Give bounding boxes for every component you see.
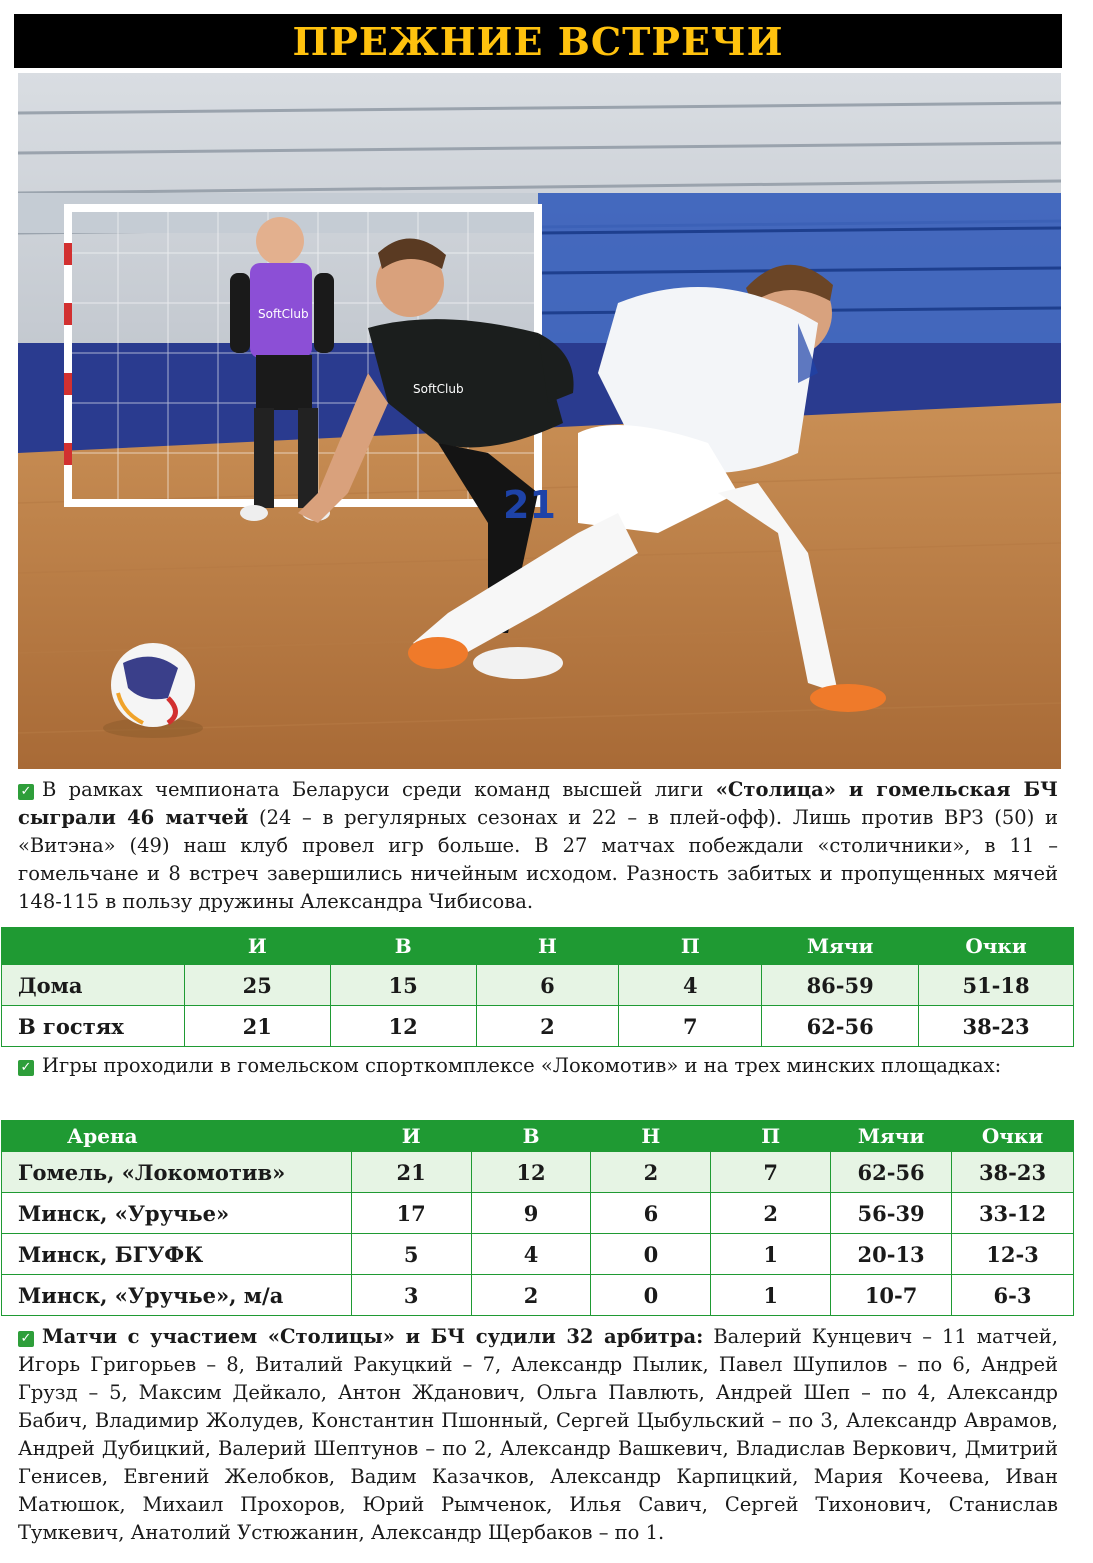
table-cell: Минск, «Уручье» — [2, 1193, 352, 1234]
table1-header-games: И — [184, 928, 330, 965]
table-cell: 7 — [711, 1152, 831, 1193]
para3-text: Валерий Кунцевич – 11 матчей, Игорь Григорьев – 8, Виталий Ракуцкий – 7, Александр Пылик, Павел Шупилов – по 6, Андрей Грузд – 5, Максим Дейкало, Антон Жданович, Ольга Павлють, Андрей Шеп – по 4, Александр Бабич, Владимир Жолудев, Константин Пшонный, Сергей Цыбульский – по 3, Александр Аврамов, Андрей Дубицкий, Валерий Шептунов – по 2, Александр Вашкевич, Владислав Веркович, Дмитрий Генисев, Евгений Желобков, Вадим Казачков, Александр Карпицкий, Мария Кочеева, Иван Матюшок, Михаил Прохоров, Юрий Рымченок, Илья Савич, Сергей Тихонович, Станислав Тумкевич, Анатолий Устюжанин, Александр Щербаков – по 1. — [18, 1325, 1058, 1544]
photo-illustration — [18, 73, 1061, 769]
table-cell: В гостях — [2, 1006, 185, 1047]
table-cell: 1 — [711, 1234, 831, 1275]
table-cell: 6-3 — [952, 1275, 1074, 1316]
table-cell: 4 — [471, 1234, 591, 1275]
table-cell: Гомель, «Локомотив» — [2, 1152, 352, 1193]
table2-header-draws: Н — [591, 1121, 711, 1152]
home-away-table — [1, 927, 1074, 1047]
table-cell: 15 — [330, 965, 476, 1006]
table-cell: 20-13 — [831, 1234, 952, 1275]
table1-header-row — [2, 928, 1074, 965]
svg-text:21: 21 — [503, 483, 556, 527]
table2-header-losses: П — [711, 1121, 831, 1152]
table-cell: Дома — [2, 965, 185, 1006]
table-cell: 2 — [471, 1275, 591, 1316]
table-cell: 4 — [619, 965, 762, 1006]
para2-text: Игры проходили в гомельском спорткомплексе «Локомотив» и на трех минских площадках: — [42, 1054, 1002, 1077]
table-cell: 25 — [184, 965, 330, 1006]
table-cell: 56-39 — [831, 1193, 952, 1234]
table-cell: 10-7 — [831, 1275, 952, 1316]
table2-header-goals: Мячи — [831, 1121, 952, 1152]
page-title: ПРЕЖНИЕ ВСТРЕЧИ — [292, 18, 784, 64]
table-cell: Минск, БГУФК — [2, 1234, 352, 1275]
table1-header-points: Очки — [919, 928, 1074, 965]
table1-header-label — [2, 928, 185, 965]
table2-header-games: И — [351, 1121, 471, 1152]
table-row — [2, 965, 1074, 1006]
venues-table — [1, 1120, 1074, 1316]
table-cell: 33-12 — [952, 1193, 1074, 1234]
page-header — [14, 14, 1062, 68]
table-cell: 1 — [711, 1275, 831, 1316]
table-cell: 6 — [476, 965, 619, 1006]
table-row — [2, 1193, 1074, 1234]
table-cell: 21 — [351, 1152, 471, 1193]
table1-header-losses: П — [619, 928, 762, 965]
table-cell: 2 — [476, 1006, 619, 1047]
table-cell: 7 — [619, 1006, 762, 1047]
table1-header-goals: Мячи — [762, 928, 919, 965]
table-cell: 86-59 — [762, 965, 919, 1006]
table-cell: 62-56 — [831, 1152, 952, 1193]
table-cell: Минск, «Уручье», м/а — [2, 1275, 352, 1316]
table2-header-wins: В — [471, 1121, 591, 1152]
checkbox-icon: ✓ — [18, 1331, 34, 1347]
para1-text-2: (24 – в регулярных сезонах и 22 – в плей-офф). Лишь против ВРЗ (50) и «Витэна» (49) наш клуб провел игр больше. В 27 матчах побеждали «столичники», в 11 – гомельчане и 8 встреч завершились ничейным исходом. Разность забитых и пропущенных мячей 148-115 в пользу дружины Александра Чибисова. — [18, 806, 1058, 913]
table-cell: 17 — [351, 1193, 471, 1234]
intro-paragraph — [18, 776, 1058, 916]
table-cell: 38-23 — [919, 1006, 1074, 1047]
table-row — [2, 1234, 1074, 1275]
referees-paragraph — [18, 1323, 1058, 1547]
venues-paragraph — [18, 1052, 1058, 1080]
table-cell: 2 — [711, 1193, 831, 1234]
table-cell: 51-18 — [919, 965, 1074, 1006]
table-row — [2, 1152, 1074, 1193]
table-cell: 62-56 — [762, 1006, 919, 1047]
table-row — [2, 1275, 1074, 1316]
table-cell: 0 — [591, 1275, 711, 1316]
table-cell: 2 — [591, 1152, 711, 1193]
table-cell: 3 — [351, 1275, 471, 1316]
svg-text:SoftClub: SoftClub — [413, 382, 464, 396]
table-cell: 12 — [330, 1006, 476, 1047]
table2-header-row — [2, 1121, 1074, 1152]
table2-header-points: Очки — [952, 1121, 1074, 1152]
table-cell: 6 — [591, 1193, 711, 1234]
table-cell: 5 — [351, 1234, 471, 1275]
checkbox-icon: ✓ — [18, 1060, 34, 1076]
table-cell: 21 — [184, 1006, 330, 1047]
table-cell: 38-23 — [952, 1152, 1074, 1193]
table-cell: 12 — [471, 1152, 591, 1193]
table2-header-arena: Арена — [2, 1121, 352, 1152]
para1-bold: «Столица» и гомельская БЧ сыграли 46 матчей — [18, 778, 1058, 829]
table1-header-draws: Н — [476, 928, 619, 965]
table-cell: 0 — [591, 1234, 711, 1275]
para1-text-1: В рамках чемпионата Беларуси среди команд высшей лиги — [42, 778, 716, 801]
table-row — [2, 1006, 1074, 1047]
svg-text:SoftClub: SoftClub — [258, 307, 309, 321]
checkbox-icon: ✓ — [18, 784, 34, 800]
table1-header-wins: В — [330, 928, 476, 965]
futsal-photo — [18, 73, 1061, 769]
table-cell: 9 — [471, 1193, 591, 1234]
table-cell: 12-3 — [952, 1234, 1074, 1275]
para3-bold: Матчи с участием «Столицы» и БЧ судили 32 арбитра: — [42, 1325, 704, 1348]
